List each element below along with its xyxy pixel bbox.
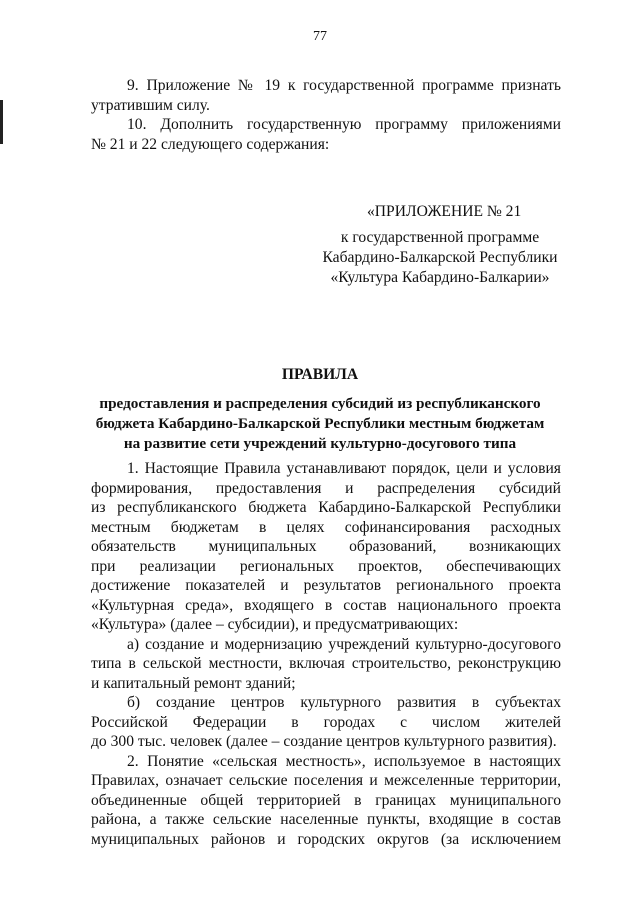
appendix-header xyxy=(300,202,580,288)
appendix-heading: «ПРИЛОЖЕНИЕ № 21 xyxy=(367,203,522,220)
page-number: 77 xyxy=(313,29,327,44)
rules-subtitle xyxy=(70,394,570,454)
intro-block xyxy=(91,76,561,154)
text-line: при реализации региональных проектов, обеспечивающих xyxy=(91,557,561,575)
rules-title: ПРАВИЛА xyxy=(281,366,359,383)
text-line: достижение показателей и результатов регионального проекта xyxy=(91,577,561,594)
text-line: до 300 тыс. человек (далее – создание центров культурного развития). xyxy=(91,733,557,750)
text-line: 1. Настоящие Правила устанавливают порядок, цели и условия xyxy=(127,460,561,477)
text-line: муниципальных районов и городских округов (за исключением xyxy=(91,830,561,848)
margin-mark xyxy=(0,100,3,144)
text-line: б) создание центров культурного развития в субъектах xyxy=(127,694,561,711)
subtitle-line: на развитие сети учреждений культурно-досугового типа xyxy=(123,435,517,452)
text-line: объединенные общей территорией в границах муниципального xyxy=(91,791,561,809)
text-line: и капитальный ремонт зданий; xyxy=(91,674,296,692)
text-line: утратившим силу. xyxy=(91,96,210,114)
text-line: района, а также сельские населенные пункты, входящие в состав xyxy=(91,811,561,828)
text-line: «Культурная среда», входящего в состав национального проекта xyxy=(91,596,561,614)
text-line: Правилах, означает сельские поселения и межселенные территории, xyxy=(91,772,561,789)
text-line: типа в сельской местности, включая строительство, реконструкцию xyxy=(91,655,561,672)
text-line: 2. Понятие «сельская местность», используемое в настоящих xyxy=(127,752,561,770)
text-line: формирования, предоставления и распределения субсидий xyxy=(91,479,561,497)
appendix-line: к государственной программе xyxy=(340,229,540,246)
text-line: из республиканского бюджета Кабардино-Балкарской Республики xyxy=(91,499,561,516)
subtitle-line: предоставления и распределения субсидий из республиканского xyxy=(99,395,541,412)
text-line: № 21 и 22 следующего содержания: xyxy=(91,135,330,153)
text-line: местным бюджетам в целях софинансирования расходных xyxy=(91,518,561,536)
text-line: 9. Приложение № 19 к государственной программе признать xyxy=(127,77,561,94)
text-line: Российской Федерации в городах с числом жителей xyxy=(91,713,561,731)
text-line: обязательств муниципальных образований, возникающих xyxy=(91,538,561,555)
text-line: 10. Дополнить государственную программу приложениями xyxy=(127,116,561,133)
text-line: «Культура» (далее – субсидии), и предусматривающих: xyxy=(91,616,459,633)
appendix-line: «Культура Кабардино-Балкарии» xyxy=(330,269,550,286)
text-line: а) создание и модернизацию учреждений культурно-досугового xyxy=(127,635,561,653)
subtitle-line: бюджета Кабардино-Балкарской Республики местным бюджетам xyxy=(95,415,545,432)
rules-body xyxy=(91,459,561,849)
appendix-line: Кабардино-Балкарской Республики xyxy=(322,249,558,266)
